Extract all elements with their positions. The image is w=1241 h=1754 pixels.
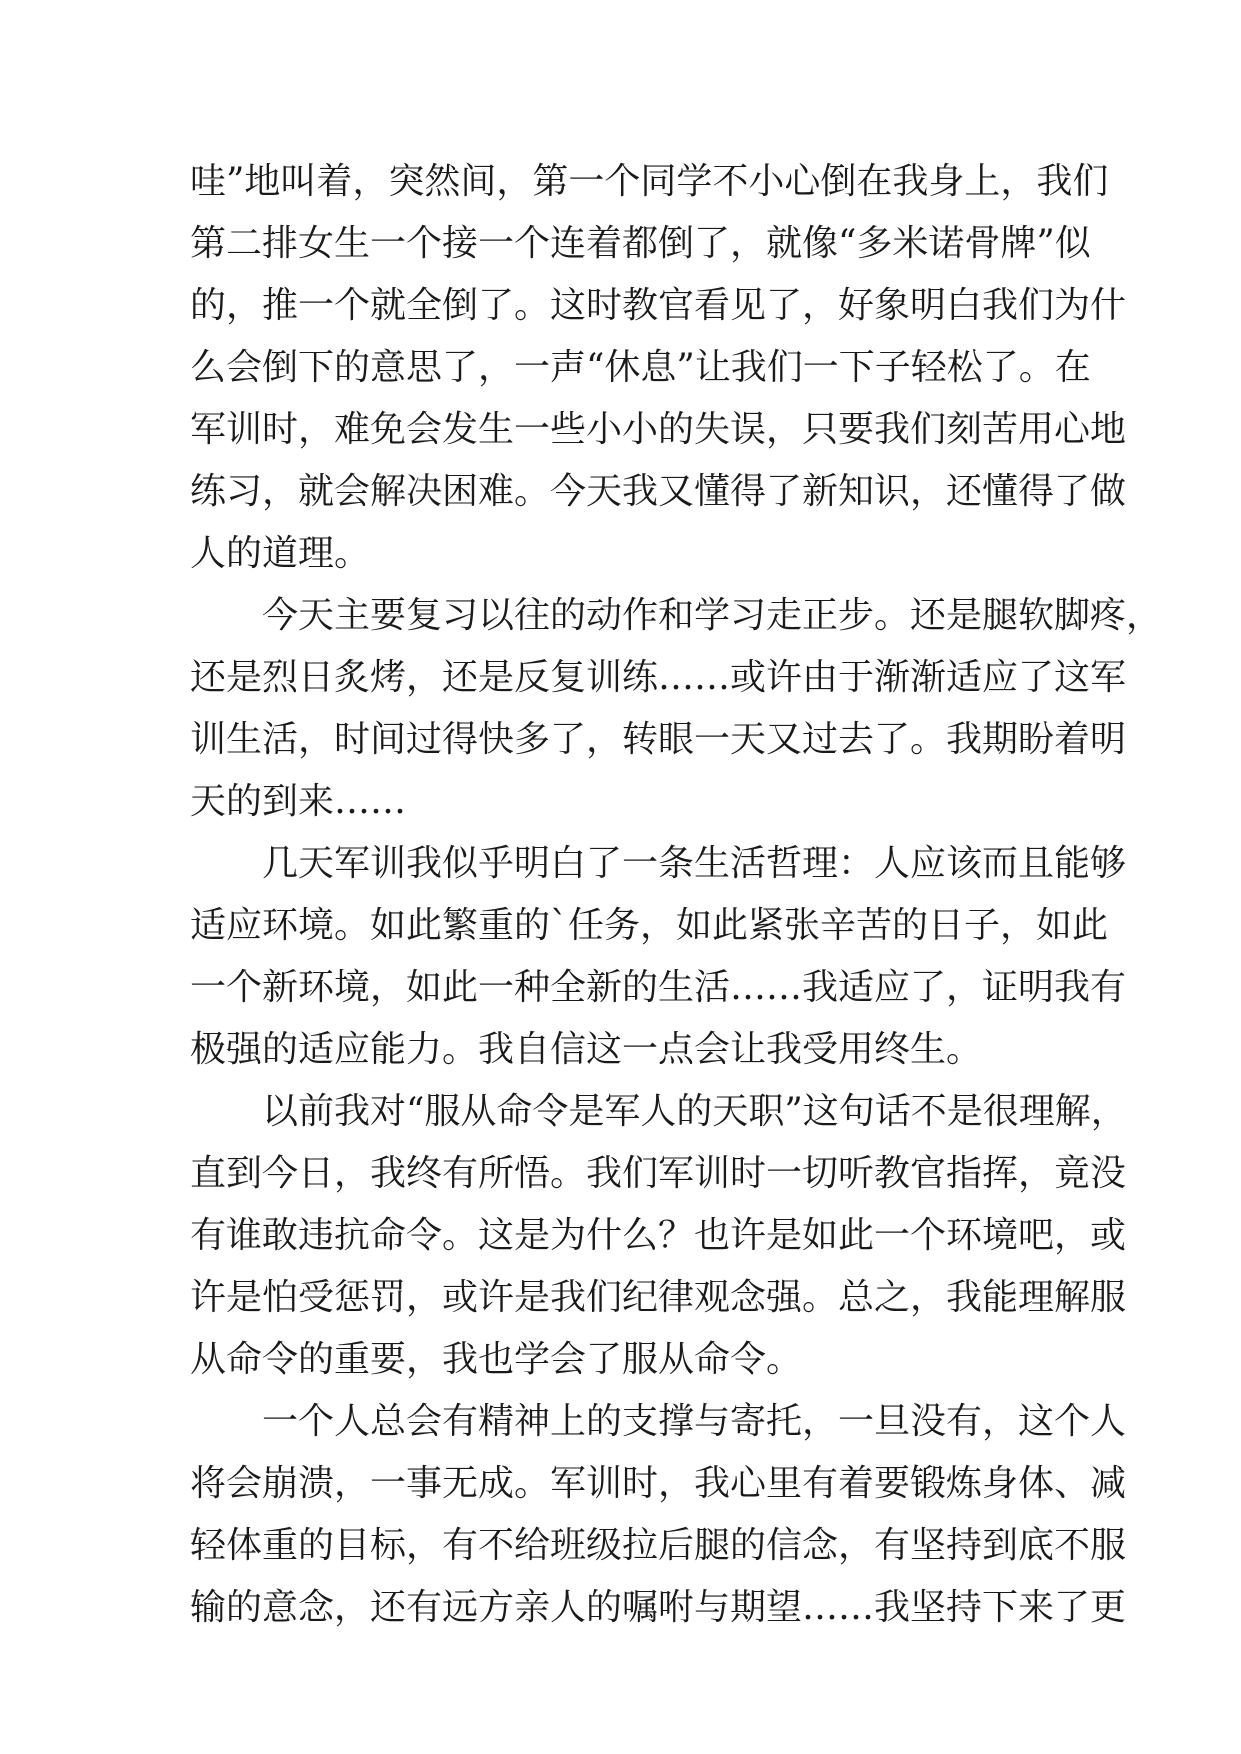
- text-line: 许是怕受惩罚，或许是我们纪律观念强。总之，我能理解服: [190, 1277, 1127, 1318]
- text-line: 么会倒下的意思了，一声“休息”让我们一下子轻松了。在: [190, 347, 1091, 388]
- text-line: 练习，就会解决困难。今天我又懂得了新知识，还懂得了做: [190, 471, 1127, 512]
- paragraph-first-line: 今天主要复习以往的动作和学习走正步。还是腿软脚疼，: [262, 595, 1163, 636]
- paragraph-first-line: 几天军训我似乎明白了一条生活哲理：人应该而且能够: [262, 843, 1127, 884]
- text-line: 天的到来……: [190, 781, 407, 822]
- text-line: 一个新环境，如此一种全新的生活……我适应了，证明我有: [190, 967, 1127, 1008]
- text-line: 哇”地叫着，突然间，第一个同学不小心倒在我身上，我们: [190, 161, 1109, 202]
- text-line: 人的道理。: [190, 533, 371, 574]
- text-line: 极强的适应能力。我自信这一点会让我受用终生。: [190, 1029, 983, 1070]
- text-line: 训生活，时间过得快多了，转眼一天又过去了。我期盼着明: [190, 719, 1127, 760]
- text-line: 的，推一个就全倒了。这时教官看见了，好象明白我们为什: [190, 285, 1127, 326]
- text-line: 第二排女生一个接一个连着都倒了，就像“多米诺骨牌”似: [190, 223, 1091, 264]
- text-line: 适应环境。如此繁重的`任务，如此紧张辛苦的日子，如此: [190, 905, 1109, 946]
- text-line: 输的意念，还有远方亲人的嘱咐与期望……我坚持下来了更: [190, 1587, 1127, 1628]
- paragraph-first-line: 以前我对“服从命令是军人的天职”这句话不是很理解，: [262, 1091, 1127, 1132]
- paragraph-first-line: 一个人总会有精神上的支撑与寄托，一旦没有，这个人: [262, 1401, 1127, 1442]
- text-line: 还是烈日炙烤，还是反复训练……或许由于渐渐适应了这军: [190, 657, 1127, 698]
- text-line: 直到今日，我终有所悟。我们军训时一切听教官指挥，竟没: [190, 1153, 1127, 1194]
- text-line: 从命令的重要，我也学会了服从命令。: [190, 1339, 803, 1380]
- text-line: 将会崩溃，一事无成。军训时，我心里有着要锻炼身体、减: [190, 1463, 1127, 1504]
- text-line: 轻体重的目标，有不给班级拉后腿的信念，有坚持到底不服: [190, 1525, 1127, 1566]
- text-line: 军训时，难免会发生一些小小的失误，只要我们刻苦用心地: [190, 409, 1127, 450]
- text-line: 有谁敢违抗命令。这是为什么？也许是如此一个环境吧，或: [190, 1215, 1127, 1256]
